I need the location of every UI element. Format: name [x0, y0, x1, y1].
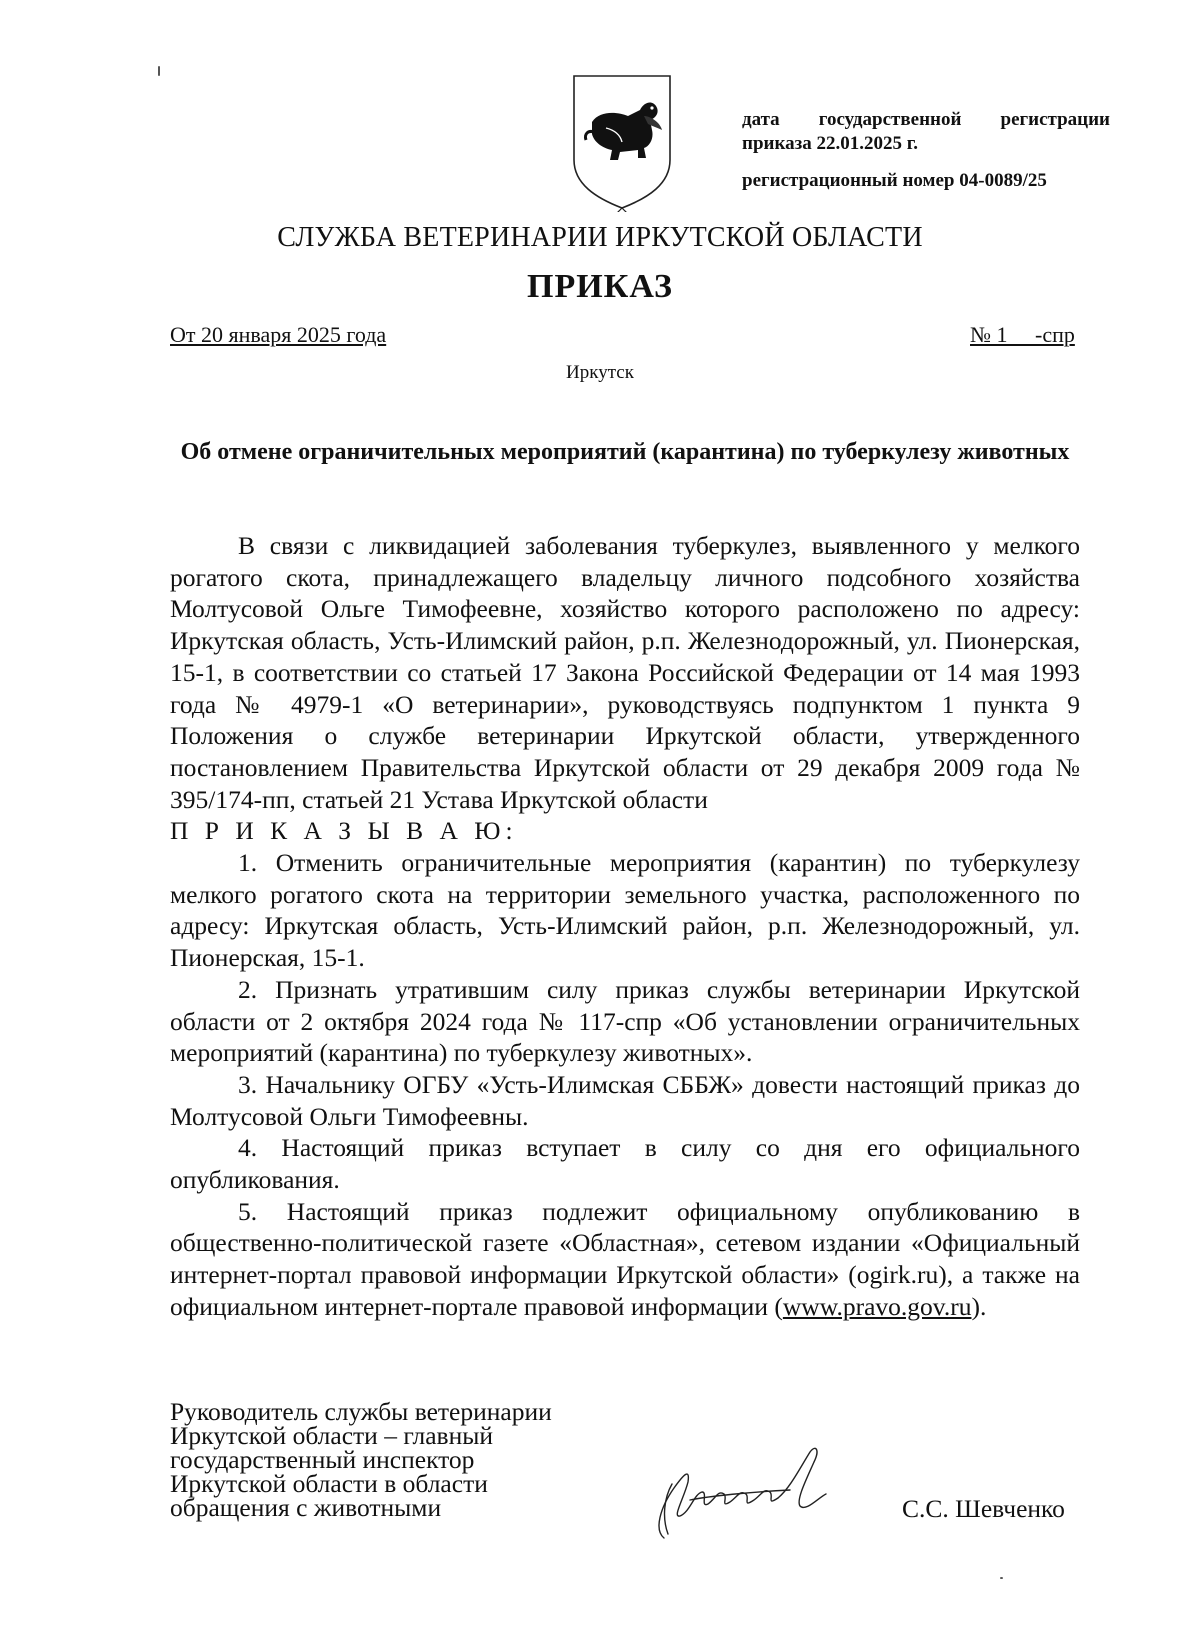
- order-item-4: 4. Настоящий приказ вступает в силу со дня его официального опубликования.: [170, 1133, 1080, 1195]
- registration-date-value: приказа 22.01.2025 г.: [742, 133, 918, 154]
- pravo-link[interactable]: www.pravo.gov.ru: [782, 1291, 972, 1321]
- scan-mark: [1000, 1577, 1003, 1579]
- signer-title-line: Иркутской области в области: [170, 1469, 488, 1498]
- order-item-2: 2. Признать утратившим силу приказ службы ветеринарии Иркутской области от 2 октября 2024 года № 117-спр «Об установлении ограничительных мероприятий (карантина) по туберкулезу животных».: [170, 974, 1080, 1068]
- document-title: ПРИКАЗ: [527, 268, 673, 305]
- document-number: № 1 -спр: [970, 322, 1075, 347]
- signature-image: [650, 1438, 890, 1548]
- order-item-1: 1. Отменить ограничительные мероприятия (карантин) по туберкулезу мелкого рогатого скота на территории земельного участка, расположенного по адресу: Иркутская область, Усть-Илимский район, р.п. Железнодорожный, ул. Пионерская, 15-1.: [170, 848, 1080, 973]
- registration-date-label: дата государственной регистрации: [742, 109, 1110, 130]
- document-subject: Об отмене ограничительных мероприятий (карантина) по туберкулезу животных: [180, 439, 1070, 465]
- signer-title-line: Иркутской области – главный: [170, 1421, 493, 1450]
- scan-mark: [158, 66, 160, 76]
- order-word: П Р И К А З Ы В А Ю:: [170, 816, 518, 846]
- registration-info: [742, 108, 1110, 193]
- document-date: От 20 января 2025 года: [170, 322, 387, 347]
- document-city: Иркутск: [566, 362, 634, 383]
- registration-number: регистрационный номер 04-0089/25: [742, 170, 1047, 191]
- order-item-5-tail: ).: [971, 1291, 987, 1321]
- preamble-paragraph: В связи с ликвидацией заболевания туберкулез, выявленного у мелкого рогатого скота, принадлежащего владельцу личного подсобного хозяйства Молтусовой Ольге Тимофеевне, хозяйство которого расположено по адресу: Иркутская область, Усть-Илимский район, р.п. Железнодорожный, ул. Пионерская, 15-1, в соответствии со статьей 17 Закона Российской Федерации от 14 мая 1993 года № 4979-1 «О ветеринарии», руководствуясь подпунктом 1 пункта 9 Положения о службе ветеринарии Иркутской области, утвержденного постановлением Правительства Иркутской области от 29 декабря 2009 года № 395/174-пп, статьей 21 Устава Иркутской области: [170, 531, 1080, 814]
- order-item-5: [170, 1196, 1080, 1323]
- signer-title-line: Руководитель службы ветеринарии: [170, 1397, 552, 1426]
- signer-title: [170, 1397, 610, 1522]
- coat-of-arms-icon: [570, 72, 674, 212]
- agency-name: СЛУЖБА ВЕТЕРИНАРИИ ИРКУТСКОЙ ОБЛАСТИ: [277, 222, 923, 253]
- order-item-5-text: 5. Настоящий приказ подлежит официальному опубликованию в общественно-политической газете «Областная», сетевом издании «Официальный интернет-портал правовой информации Иркутской области» (ogirk.ru), а также на официальном интернет-портале правовой информации (: [170, 1196, 1080, 1321]
- order-item-3: 3. Начальнику ОГБУ «Усть-Илимская СББЖ» довести настоящий приказ до Молтусовой Ольги Тимофеевны.: [170, 1069, 1080, 1131]
- document-body: [170, 530, 1080, 1323]
- signer-title-line: обращения с животными: [170, 1493, 442, 1522]
- signer-title-line: государственный инспектор: [170, 1445, 475, 1474]
- signer-name: С.С. Шевченко: [902, 1494, 1065, 1523]
